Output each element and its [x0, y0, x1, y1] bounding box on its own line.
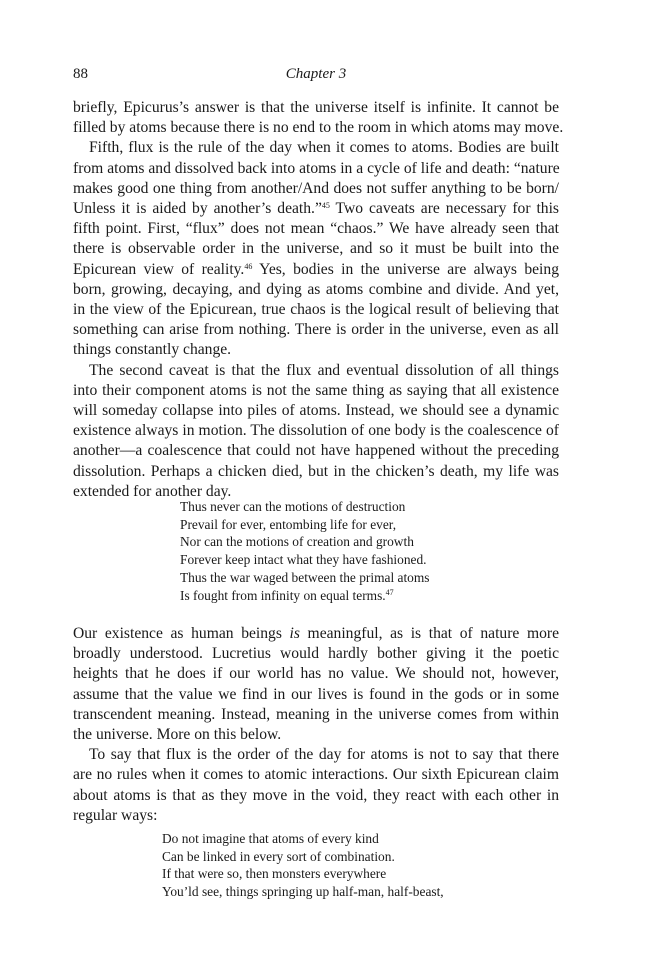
text-line: the universe. More on this below.	[73, 726, 282, 744]
main-text-block-1	[73, 98, 564, 502]
text-line: are no rules when it comes to atomic interactions. Our sixth Epicurean claim	[73, 766, 559, 784]
verse-line: Prevail for ever, entombing life for ever,	[180, 516, 397, 532]
text-segment: Yes, bodies in the universe are always being	[252, 260, 559, 278]
text-line: broadly understood. Lucretius would hardly bother giving it the poetic	[73, 645, 559, 663]
text-line: will someday collapse into piles of atoms. Instead, we should see a dynamic	[73, 402, 559, 420]
text-line: dissolution. Perhaps a chicken died, but in the chicken’s death, my life was	[73, 462, 559, 480]
text-line	[73, 260, 559, 280]
text-line: something can arise from nothing. There is order in the universe, even as all	[73, 321, 559, 339]
verse-text: Is fought from infinity on equal terms.	[180, 587, 386, 603]
text-line: Fifth, flux is the rule of the day when it comes to atoms. Bodies are built	[89, 139, 559, 157]
text-line: briefly, Epicurus’s answer is that the universe itself is infinite. It cannot be	[73, 99, 559, 116]
text-line: about atoms is that as they move in the void, they react with each other in	[73, 786, 559, 804]
text-line: makes good one thing from another/And does not suffer anything to be born/	[73, 179, 559, 197]
text-line: in the view of the Epicurean, true chaos is the logical result of believing that	[73, 301, 559, 319]
text-line	[73, 624, 559, 644]
text-line: fifth point. First, “flux” does not mean “chaos.” We have already seen that	[73, 220, 559, 238]
page-header	[73, 66, 559, 88]
emphasis: is	[289, 625, 300, 642]
verse-line: Can be linked in every sort of combination.	[162, 848, 395, 864]
text-line: assume that the value we find in our lives is found in the gods or in some	[73, 685, 559, 703]
text-line: extended for another day.	[73, 482, 232, 500]
text-line: born, growing, decaying, and dying as atoms combine and divide. And yet,	[73, 280, 559, 298]
text-line: there is observable order in the universe, and so it must be built into the	[73, 240, 559, 258]
page-number: 88	[73, 66, 88, 82]
footnote-ref: 45	[321, 201, 330, 211]
text-segment: Two caveats are necessary for this	[329, 200, 559, 218]
text-segment: meaningful, as is that of nature more	[299, 625, 559, 642]
footnote-ref: 47	[385, 587, 394, 597]
verse-line: Do not imagine that atoms of every kind	[162, 831, 379, 846]
verse-line: Nor can the motions of creation and growth	[180, 534, 414, 550]
text-line: transcendent meaning. Instead, meaning in the universe comes from within	[73, 705, 559, 723]
running-head: Chapter 3	[285, 66, 347, 82]
text-line: filled by atoms because there is no end to the room in which atoms may move.	[73, 119, 564, 137]
footnote-ref: 46	[244, 261, 253, 271]
verse-line: Thus the war waged between the primal atoms	[180, 569, 430, 585]
verse-line: Thus never can the motions of destruction	[180, 499, 406, 514]
text-line	[73, 199, 559, 219]
text-segment: Unless it is aided by another’s death.”	[73, 200, 322, 218]
text-line: from atoms and dissolved back into atoms in a cycle of life and death: “nature	[73, 159, 560, 177]
text-line: To say that flux is the order of the day for atoms is not to say that there	[89, 746, 559, 764]
verse-line: You’ld see, things springing up half-man, half-beast,	[162, 884, 444, 900]
verse-line: If that were so, then monsters everywhere	[162, 866, 387, 882]
text-line: into their component atoms is not the same thing as saying that all existence	[73, 381, 559, 399]
text-segment: Our existence as human beings	[73, 625, 290, 642]
verse-quotation-2	[162, 830, 444, 901]
main-text-block-2	[73, 624, 559, 826]
verse-line	[180, 587, 430, 605]
text-line: things constantly change.	[73, 341, 232, 359]
text-segment: Epicurean view of reality.	[73, 260, 245, 278]
text-line: The second caveat is that the flux and eventual dissolution of all things	[89, 361, 559, 379]
verse-quotation-1	[180, 498, 430, 604]
text-line: regular ways:	[73, 806, 158, 824]
text-line: heights that he does if our world has no value. We should not, however,	[73, 665, 559, 683]
text-line: existence always in motion. The dissolution of one body is the coalescence of	[73, 422, 559, 440]
text-line: another—a coalescence that could not have happened without the preceding	[73, 442, 559, 460]
verse-line: Forever keep intact what they have fashioned.	[180, 552, 427, 568]
